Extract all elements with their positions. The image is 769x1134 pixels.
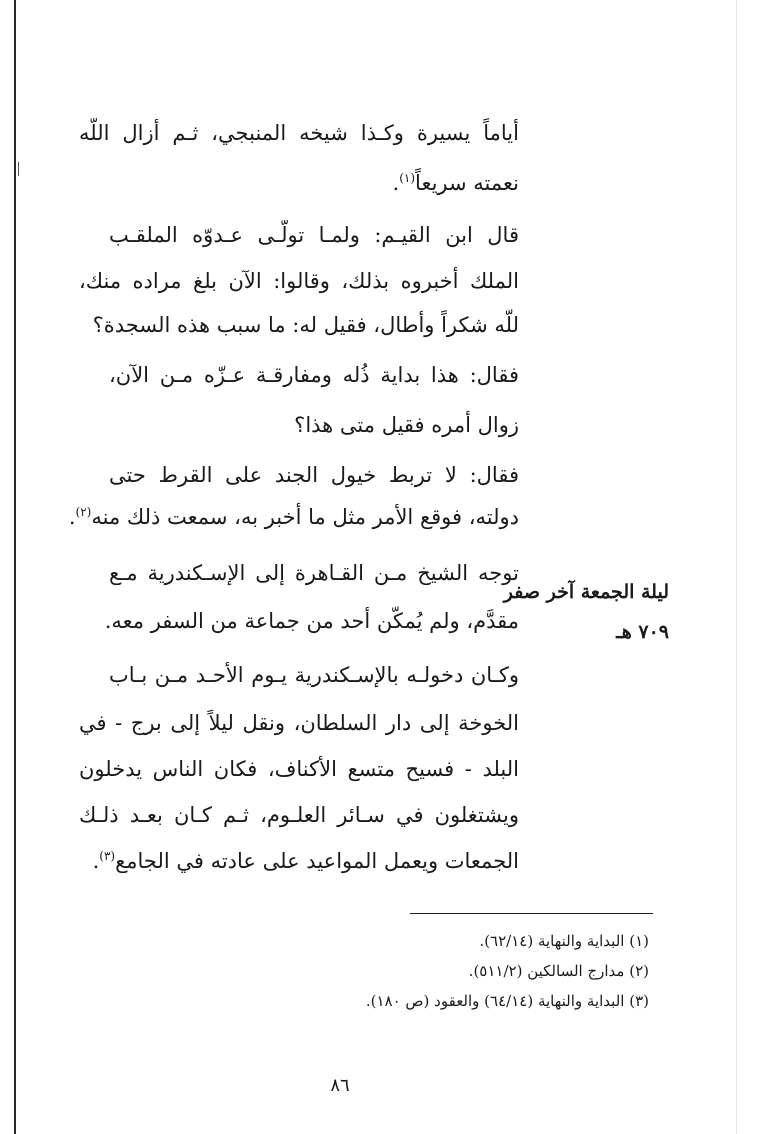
text-line-1: أياماً يسيرة وكـذا شيخه المنبجي، ثـم أزال اللّه xyxy=(79,121,519,145)
text-line-9-body: دولته، فوقع الأمر مثل ما أخبر به، سمعت ذلك منه xyxy=(91,505,519,529)
scan-mark xyxy=(18,162,19,176)
text-line-5: للّه شكراً وأطال، فقيل له: ما سبب هذه السجدة؟ xyxy=(92,313,519,337)
footnote-divider xyxy=(410,913,653,914)
footnote-2: (٢) مدارج السالكين (٥١١/٢). xyxy=(468,962,649,980)
text-line-14: البلد - فسيح متسع الأكناف، فكان الناس يدخلون xyxy=(79,757,519,781)
text-line-16-period: . xyxy=(92,849,100,873)
text-line-7: زوال أمره فقيل متى هذا؟ xyxy=(294,413,519,437)
text-line-16-body: الجمعات ويعمل المواعيد على عادته في الجامع xyxy=(115,849,519,873)
text-line-6: فقال: هذا بداية ذُله ومفارقـة عـزّه مـن الآن، xyxy=(109,363,519,387)
page-left-edge-shadow xyxy=(14,0,16,1134)
text-line-16 xyxy=(93,846,519,876)
text-line-10: توجه الشيخ مـن القـاهرة إلى الإسـكندرية مـع xyxy=(109,561,519,585)
text-line-13: الخوخة إلى دار السلطان، ونقل ليلاً إلى برج - في xyxy=(79,711,519,735)
text-line-9 xyxy=(69,502,519,532)
text-line-4: الملك أخبروه بذلك، وقالوا: الآن بلغ مراده منك، xyxy=(79,269,519,293)
page-right-edge xyxy=(736,0,737,1134)
margin-note-year: ٧٠٩ هـ xyxy=(616,621,669,643)
footnote-ref-1: (١) xyxy=(399,171,416,185)
text-line-15: ويشتغلون في سـائر العلـوم، ثـم كـان بعـد ذلـك xyxy=(79,803,519,827)
text-line-2-period: . xyxy=(392,171,400,195)
text-line-3: قال ابن القيـم: ولمـا تولّـى عـدوّه الملقـب xyxy=(109,223,519,247)
text-line-12: وكـان دخولـه بالإسـكندرية يـوم الأحـد مـن بـاب xyxy=(109,663,519,687)
text-line-8: فقال: لا تربط خيول الجند على القرط حتى xyxy=(109,463,519,487)
footnote-ref-3: (٣) xyxy=(99,849,116,863)
margin-note-date: ليلة الجمعة آخر صفر xyxy=(503,581,669,603)
footnote-ref-2: (٢) xyxy=(75,505,92,519)
text-line-9-period: . xyxy=(68,505,76,529)
page-number: ٨٦ xyxy=(330,1075,350,1096)
footnote-1: (١) البداية والنهاية (٦٢/١٤). xyxy=(479,932,649,950)
text-line-2 xyxy=(393,168,519,198)
text-line-11: مقدَّم، ولم يُمكّن أحد من جماعة من السفر معه. xyxy=(104,609,519,633)
text-line-2-body: نعمته سريعاً xyxy=(415,171,519,195)
footnote-3: (٣) البداية والنهاية (٦٤/١٤) والعقود (ص ١٨٠). xyxy=(365,992,649,1010)
